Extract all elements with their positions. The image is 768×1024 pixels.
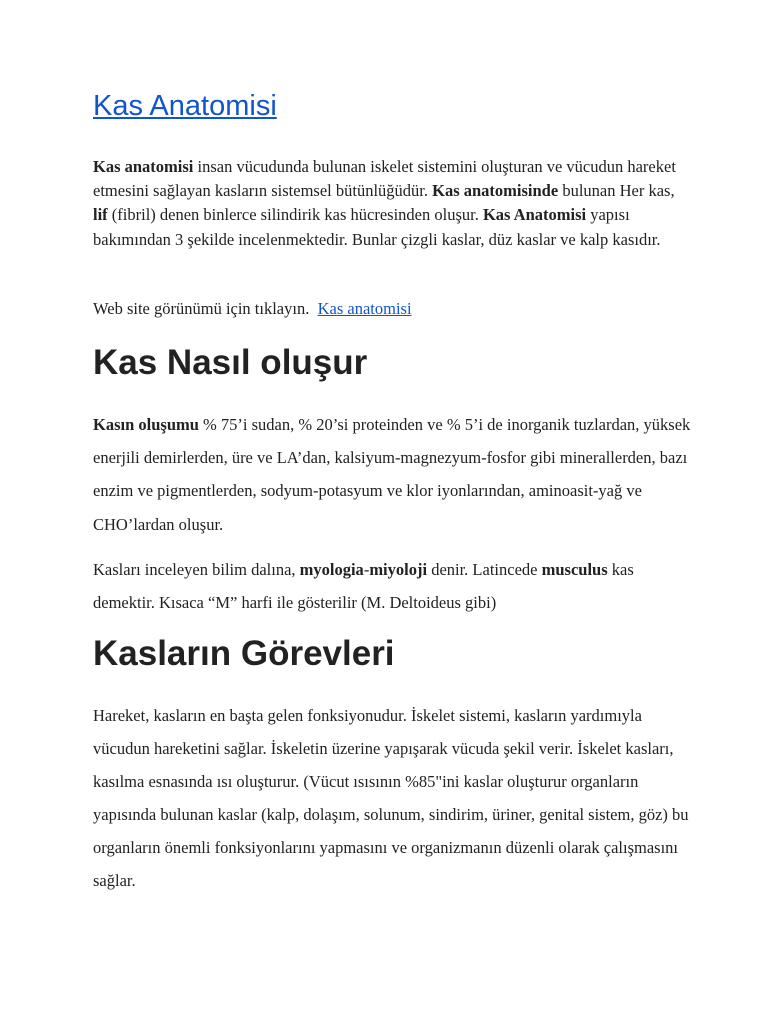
kas-olusumu-paragraph xyxy=(93,408,693,541)
title-link[interactable]: Kas Anatomisi xyxy=(93,90,277,122)
intro-paragraph xyxy=(93,155,693,252)
web-view-link[interactable]: Kas anatomisi xyxy=(317,299,412,318)
intro-bold-term: lif xyxy=(93,205,108,225)
bold-term: myologia xyxy=(299,560,364,579)
intro-bold-term: Kas Anatomisi xyxy=(482,205,587,225)
intro-text: yapısı bakımından 3 şekilde incelenmektedir. Bunlar çizgli kaslar, düz kaslar ve kalp kasıdır. xyxy=(93,205,661,249)
section-heading-kaslarin-gorevleri: Kasların Görevleri xyxy=(93,634,395,673)
paragraph-text: denir. Latincede xyxy=(427,560,542,579)
paragraph-text: % 75’i sudan, % 20’si proteinden ve % 5’i de inorganik tuzlardan, yüksek enerjili demirlerden, üre ve LA’dan, kalsiyum-magnezyum-fosfor gibi minerallerden, bazı enzim ve pigmentlerden, sodyum-potasyum ve klor iyonlarından, aminoasit-yağ ve CHO’lardan oluşur. xyxy=(93,415,691,534)
miyoloji-paragraph xyxy=(93,553,693,619)
intro-text: (fibril) denen binlerce silindirik kas hücresinden oluşur. xyxy=(107,205,483,225)
paragraph-text: Kasları inceleyen bilim dalına, xyxy=(93,560,300,579)
web-view-paragraph xyxy=(93,297,693,321)
intro-text: bulunan Her kas, xyxy=(558,181,675,201)
intro-bold-term: Kas anatomisi xyxy=(93,157,194,176)
intro-text: insan vücudunda bulunan iskelet sistemini oluşturan ve vücudun hareket etmesini sağlayan kasların sistemsel bütünlüğüdür. xyxy=(93,157,676,201)
bold-term: musculus xyxy=(541,560,608,579)
paragraph-text: kas demektir. Kısaca “M” harfi ile gösterilir (M. Deltoideus gibi) xyxy=(93,560,634,612)
web-view-text: Web site görünümü için tıklayın. xyxy=(93,299,310,318)
paragraph-text: - xyxy=(363,560,370,579)
bold-term: Kasın oluşumu xyxy=(93,415,199,434)
bold-term: miyoloji xyxy=(369,560,428,579)
intro-bold-term: Kas anatomisinde xyxy=(432,181,559,201)
gorevler-paragraph: Hareket, kasların en başta gelen fonksiyonudur. İskelet sistemi, kasların yardımıyla vücudun hareketini sağlar. İskeletin üzerine yapışarak vücuda şekil verir. İskelet kasları, kasılma esnasında ısı oluşturur. (Vücut ısısının %85"ini kaslar oluşturur organların yapısında bulunan kaslar (kalp, dolaşım, solunum, sindirim, üriner, genital sistem, göz) bu organların önemli fonksiyonlarını yapmasını ve organizmanın düzenli olarak çalışmasını sağlar. xyxy=(93,706,689,890)
section-heading-kas-nasil-olusur: Kas Nasıl oluşur xyxy=(93,343,368,382)
